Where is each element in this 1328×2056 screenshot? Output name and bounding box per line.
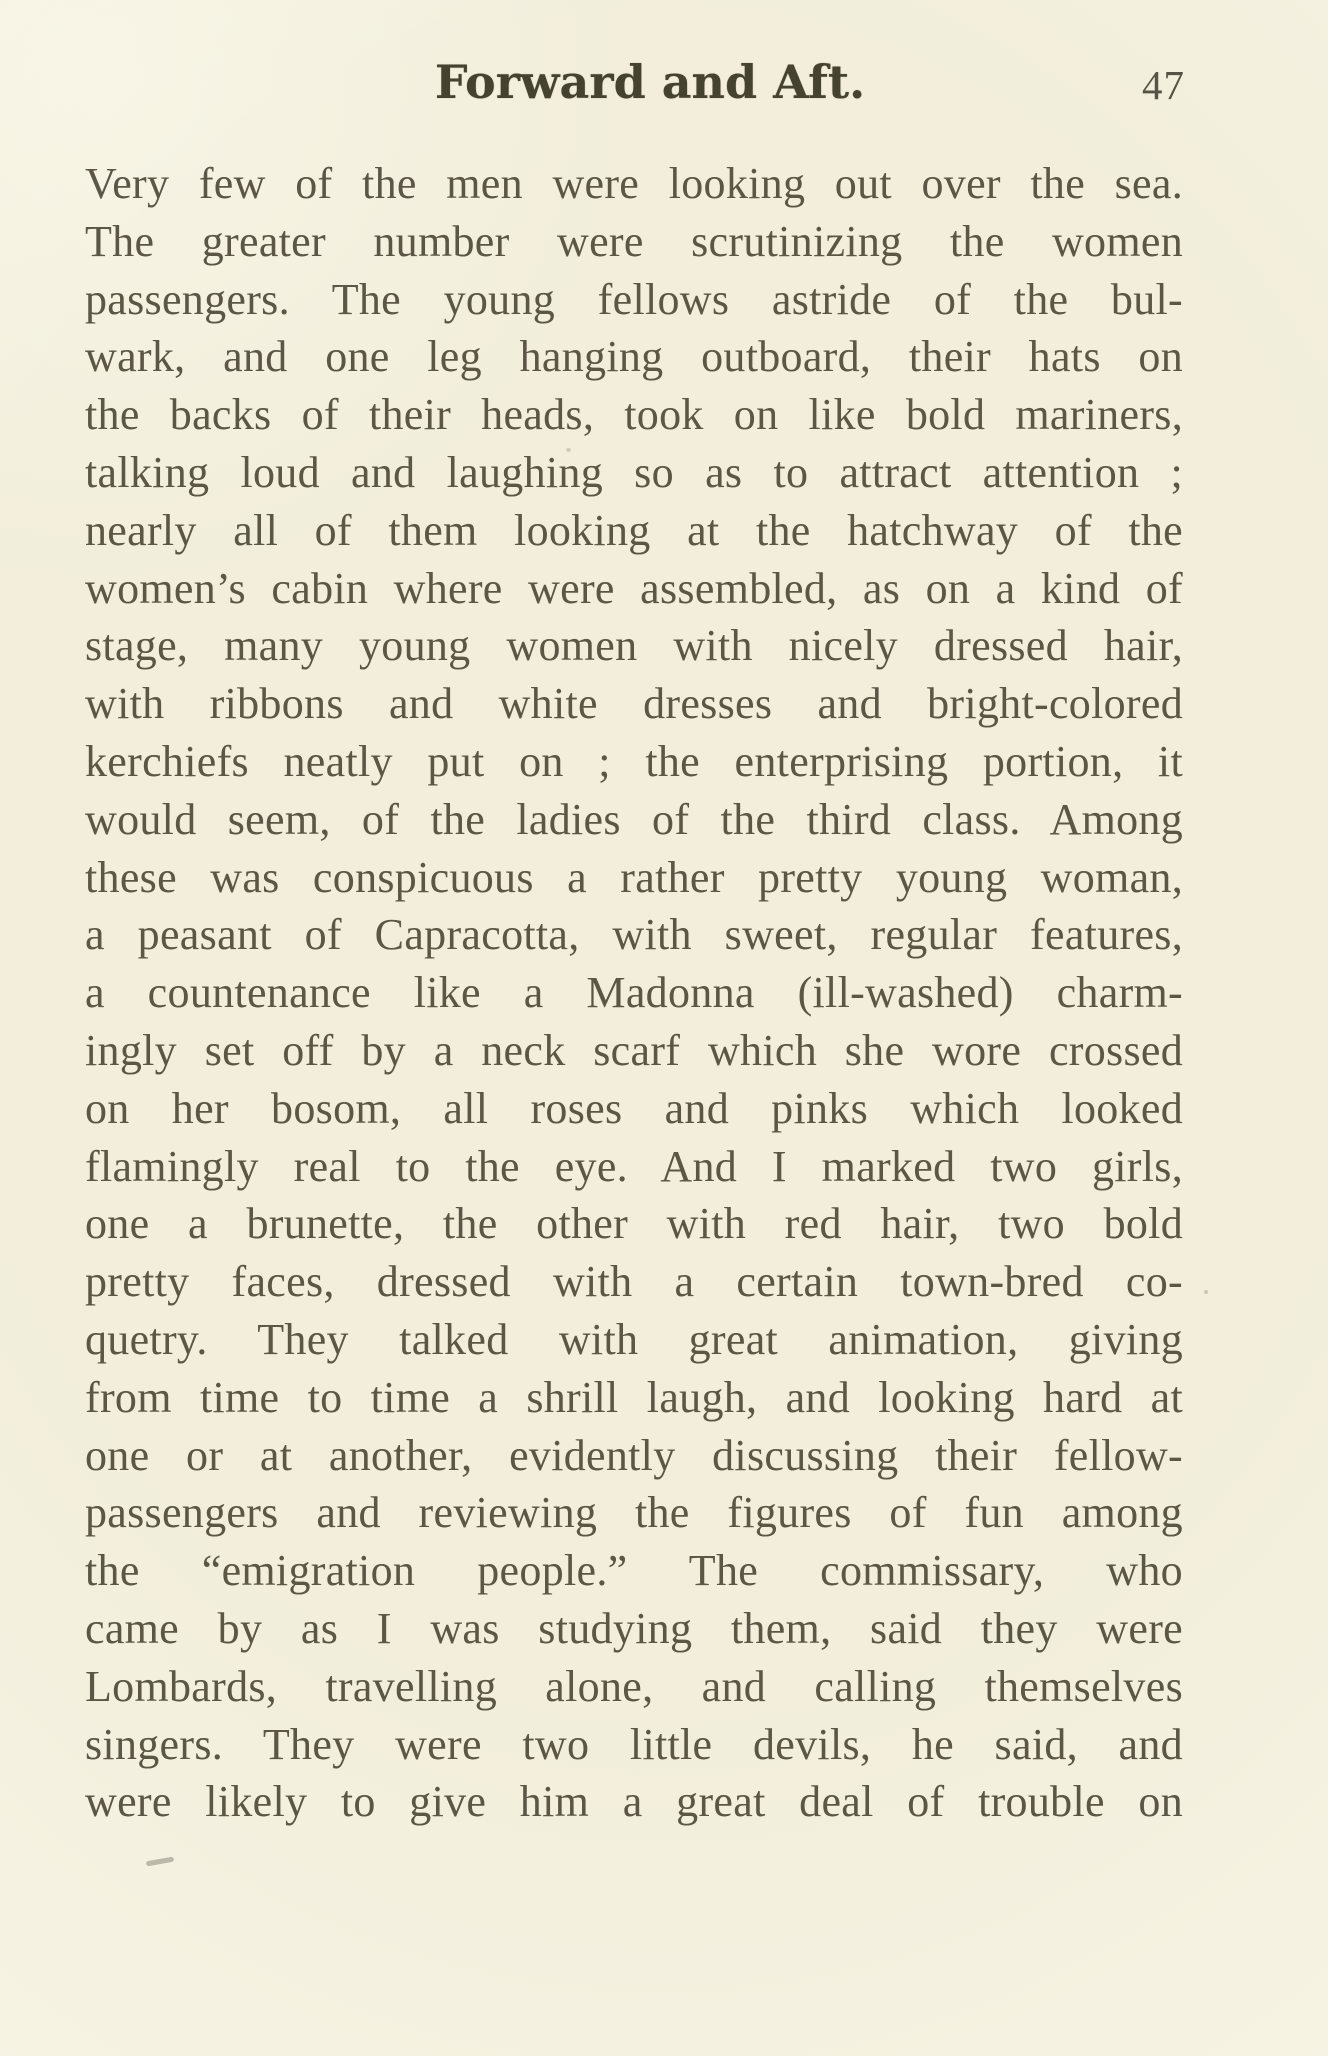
text-line: quetry. They talked with great animation, giving xyxy=(85,1314,1183,1364)
text-line: passengers and reviewing the figures of fun among xyxy=(85,1488,1183,1538)
paper-speck xyxy=(566,448,571,452)
running-head-title: Forward and Aft. xyxy=(434,55,866,109)
text-line: nearly all of them looking at the hatchway of the xyxy=(85,505,1183,555)
text-line: one a brunette, the other with red hair, two bold xyxy=(85,1199,1183,1249)
text-line: a peasant of Capracotta, with sweet, regular features, xyxy=(85,910,1183,960)
text-line: singers. They were two little devils, he said, and xyxy=(85,1719,1183,1769)
text-line: the backs of their heads, took on like bold mariners, xyxy=(85,390,1183,440)
text-line: wark, and one leg hanging outboard, their hats on xyxy=(85,332,1183,382)
text-line: came by as I was studying them, said they were xyxy=(85,1603,1183,1653)
text-line: passengers. The young fellows astride of the bul- xyxy=(85,274,1183,324)
text-line: Lombards, travelling alone, and calling themselves xyxy=(85,1661,1183,1711)
page-number: 47 xyxy=(1142,62,1185,108)
text-line: a countenance like a Madonna (ill-washed) charm- xyxy=(85,968,1183,1018)
body-text xyxy=(85,155,1183,1831)
text-line: would seem, of the ladies of the third class. Among xyxy=(85,794,1183,844)
text-line: these was conspicuous a rather pretty young woman, xyxy=(85,852,1183,902)
text-line: with ribbons and white dresses and bright-colored xyxy=(85,679,1183,729)
text-line: one or at another, evidently discussing their fellow- xyxy=(85,1430,1183,1480)
text-line: stage, many young women with nicely dressed hair, xyxy=(85,621,1183,671)
text-line: kerchiefs neatly put on ; the enterprising portion, it xyxy=(85,736,1183,786)
pencil-dash-mark xyxy=(146,1857,174,1867)
text-line: on her bosom, all roses and pinks which looked xyxy=(85,1083,1183,1133)
text-line: flamingly real to the eye. And I marked two girls, xyxy=(85,1141,1183,1191)
text-line: were likely to give him a great deal of trouble on xyxy=(85,1777,1183,1827)
paper-speck xyxy=(1204,1290,1208,1294)
text-line: the “emigration people.” The commissary, who xyxy=(85,1546,1183,1596)
text-line: pretty faces, dressed with a certain town-bred co- xyxy=(85,1257,1183,1307)
text-line: The greater number were scrutinizing the women xyxy=(85,216,1183,266)
text-line: from time to time a shrill laugh, and looking hard at xyxy=(85,1372,1183,1422)
text-line: talking loud and laughing so as to attract attention ; xyxy=(85,447,1183,497)
text-line: Very few of the men were looking out over the sea. xyxy=(85,159,1183,208)
text-line: women’s cabin where were assembled, as on a kind of xyxy=(85,563,1183,613)
text-line: ingly set off by a neck scarf which she wore crossed xyxy=(85,1025,1183,1075)
